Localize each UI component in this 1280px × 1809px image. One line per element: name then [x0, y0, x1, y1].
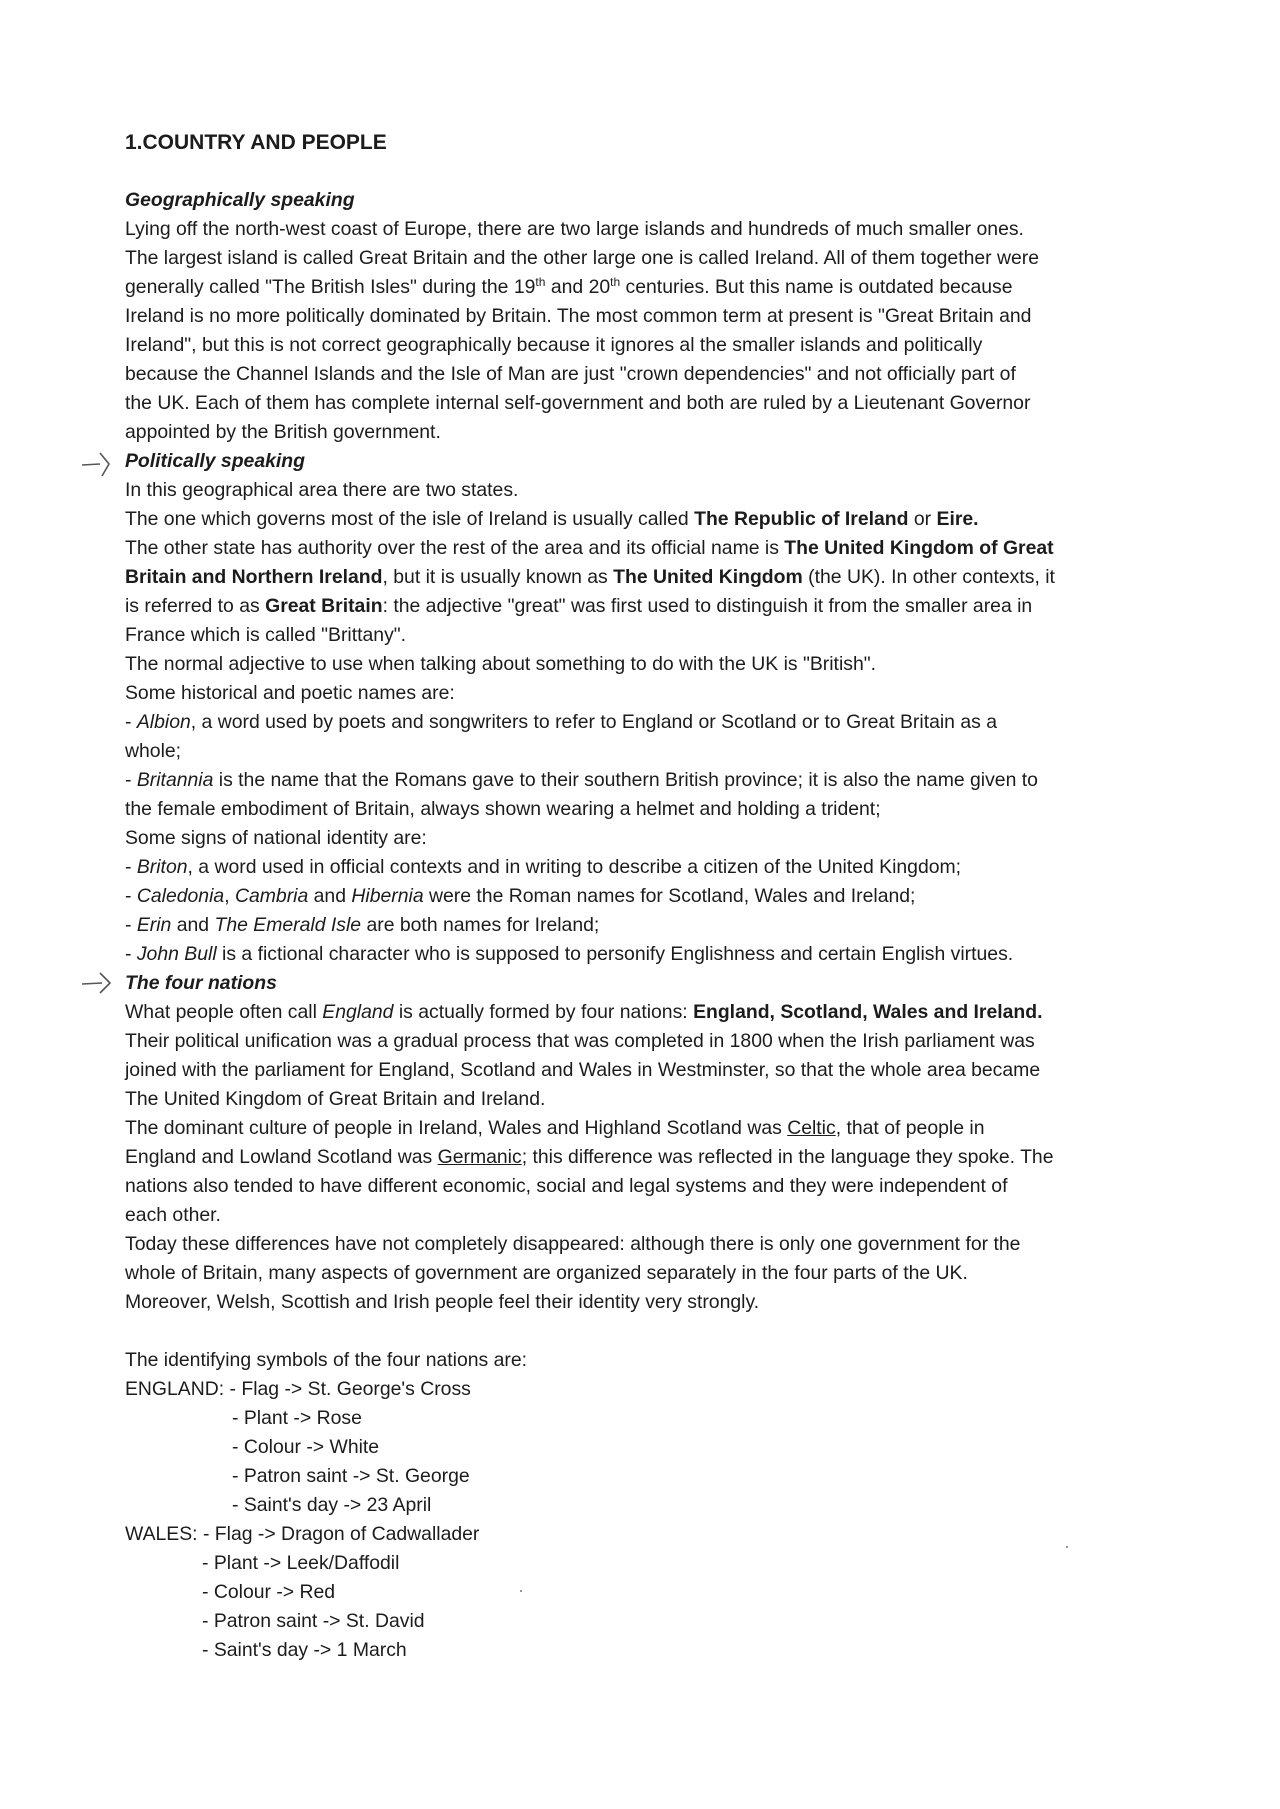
paragraph-line: whole of Britain, many aspects of government are organized separately in the four parts of the UK. — [125, 1262, 968, 1284]
bold-term: Britain and Northern Ireland — [125, 566, 383, 588]
text-run: - — [125, 943, 137, 965]
paragraph-line: appointed by the British government. — [125, 421, 441, 443]
underlined-term: Germanic — [437, 1146, 522, 1168]
list-item — [125, 766, 1185, 795]
england-symbol-item: - Patron saint -> St. George — [232, 1465, 470, 1487]
italic-term: Erin — [136, 914, 172, 936]
paragraph-line: Some historical and poetic names are: — [125, 682, 455, 704]
paragraph-line — [125, 998, 1185, 1027]
wales-symbol-item: - Plant -> Leek/Daffodil — [202, 1552, 400, 1574]
bold-term: The United Kingdom of Great — [784, 537, 1054, 559]
section-heading-politically: Politically speaking — [125, 450, 305, 472]
handwritten-arrow-icon — [80, 969, 112, 997]
paragraph-line: The United Kingdom of Great Britain and Ireland. — [125, 1088, 546, 1110]
paragraph-line: nations also tended to have different economic, social and legal systems and they were independent of — [125, 1175, 1008, 1197]
list-item — [125, 911, 1185, 940]
bold-term: England, Scotland, Wales and Ireland. — [693, 1001, 1043, 1023]
italic-term: John Bull — [136, 943, 217, 965]
list-item — [125, 853, 1185, 882]
paragraph-line — [125, 1114, 1185, 1143]
text-run: centuries. But this name is outdated because — [620, 276, 1013, 298]
list-item — [125, 708, 1185, 737]
paragraph-line: The normal adjective to use when talking about something to do with the UK is "British". — [125, 653, 876, 675]
paragraph-line: Today these differences have not completely disappeared: although there is only one government for the — [125, 1233, 1021, 1255]
wales-symbol-item: - Colour -> Red — [202, 1581, 336, 1603]
wales-symbol-item: - Patron saint -> St. David — [202, 1610, 425, 1632]
text-run: , that of people in — [835, 1117, 985, 1139]
paragraph-line — [125, 592, 1185, 621]
text-run: are both names for Ireland; — [361, 914, 600, 936]
bold-term: The Republic of Ireland — [694, 508, 909, 530]
text-run: , but it is usually known as — [382, 566, 614, 588]
paragraph-line: France which is called "Brittany". — [125, 624, 407, 646]
superscript: th — [535, 275, 546, 289]
paragraph-line: joined with the parliament for England, Scotland and Wales in Westminster, so that the whole area became — [125, 1059, 1041, 1081]
text-run: were the Roman names for Scotland, Wales and Ireland; — [423, 885, 916, 907]
section-heading-four-nations: The four nations — [125, 972, 277, 994]
paragraph-line — [125, 1143, 1185, 1172]
italic-term: Caledonia — [136, 885, 225, 907]
text-run: The dominant culture of people in Ireland, Wales and Highland Scotland was — [125, 1117, 788, 1139]
text-run: and — [171, 914, 215, 936]
england-symbol-item: - Colour -> White — [232, 1436, 380, 1458]
paragraph-line — [125, 505, 1185, 534]
text-run: England and Lowland Scotland was — [125, 1146, 438, 1168]
blank-line — [125, 1317, 1185, 1346]
text-run: - — [125, 769, 137, 791]
paragraph-line: Ireland", but this is not correct geographically because it ignores al the smaller islands and politically — [125, 334, 983, 356]
england-symbol-item: - Saint's day -> 23 April — [232, 1494, 432, 1516]
document-body — [125, 128, 1185, 1665]
italic-term: England — [322, 1001, 394, 1023]
paragraph-line: The largest island is called Great Britain and the other large one is called Ireland. All of them together were — [125, 247, 1040, 269]
paragraph-line: Moreover, Welsh, Scottish and Irish people feel their identity very strongly. — [125, 1291, 760, 1313]
text-run: or — [908, 508, 937, 530]
text-run: , a word used by poets and songwriters to refer to England or Scotland or to Great Britain as a — [190, 711, 997, 733]
italic-term: Britannia — [136, 769, 214, 791]
text-run: : the adjective "great" was first used to distinguish it from the smaller area in — [382, 595, 1033, 617]
text-run: and — [308, 885, 352, 907]
paragraph-line: Ireland is no more politically dominated by Britain. The most common term at present is "Great Britain and — [125, 305, 1032, 327]
list-item — [125, 882, 1185, 911]
superscript: th — [610, 275, 621, 289]
text-run: , — [224, 885, 235, 907]
list-item — [125, 940, 1185, 969]
paragraph-line: Some signs of national identity are: — [125, 827, 427, 849]
paragraph-line: the UK. Each of them has complete internal self-government and both are ruled by a Lieutenant Governor — [125, 392, 1031, 414]
paragraph-line: the female embodiment of Britain, always shown wearing a helmet and holding a trident; — [125, 798, 881, 820]
wales-symbol-item: - Saint's day -> 1 March — [202, 1639, 407, 1661]
paragraph-line: In this geographical area there are two states. — [125, 479, 519, 501]
handwritten-arrow-icon — [80, 451, 112, 479]
wales-flag-line: WALES: - Flag -> Dragon of Cadwallader — [125, 1523, 480, 1545]
text-run: The one which governs most of the isle of Ireland is usually called — [125, 508, 695, 530]
text-run: - — [125, 885, 137, 907]
italic-term: Hibernia — [351, 885, 424, 907]
text-run: is a fictional character who is supposed to personify Englishness and certain English virtues. — [216, 943, 1014, 965]
paragraph-line: Lying off the north-west coast of Europe, there are two large islands and hundreds of much smaller ones. — [125, 218, 1024, 240]
paragraph-line: whole; — [125, 740, 182, 762]
paragraph-line — [125, 563, 1185, 592]
underlined-term: Celtic — [787, 1117, 836, 1139]
italic-term: Cambria — [234, 885, 309, 907]
italic-term: The Emerald Isle — [214, 914, 362, 936]
text-run: generally called "The British Isles" during the 19 — [125, 276, 536, 298]
italic-term: Briton — [136, 856, 188, 878]
bold-term: The United Kingdom — [613, 566, 803, 588]
paragraph-line — [125, 534, 1185, 563]
italic-term: Albion — [136, 711, 191, 733]
paragraph-line: Their political unification was a gradual process that was completed in 1800 when the Irish parliament was — [125, 1030, 1035, 1052]
text-run: is actually formed by four nations: — [393, 1001, 694, 1023]
text-run: and 20 — [545, 276, 611, 298]
england-flag-line: ENGLAND: - Flag -> St. George's Cross — [125, 1378, 471, 1400]
text-run: ; this difference was reflected in the language they spoke. The — [521, 1146, 1054, 1168]
text-run: , a word used in official contexts and in writing to describe a citizen of the United Kingdom; — [187, 856, 962, 878]
text-run: is referred to as — [125, 595, 266, 617]
paragraph-line — [125, 273, 1185, 302]
text-run: - — [125, 856, 137, 878]
text-run: - — [125, 711, 137, 733]
text-run: The other state has authority over the rest of the area and its official name is — [125, 537, 785, 559]
bold-term: Eire. — [936, 508, 979, 530]
england-symbol-item: - Plant -> Rose — [232, 1407, 362, 1429]
text-run: is the name that the Romans gave to their southern British province; it is also the name given to — [213, 769, 1038, 791]
text-run: What people often call — [125, 1001, 323, 1023]
page-title: 1.COUNTRY AND PEOPLE — [125, 131, 387, 154]
paragraph-line: because the Channel Islands and the Isle of Man are just "crown dependencies" and not officially part of — [125, 363, 1016, 385]
section-heading-geographically: Geographically speaking — [125, 189, 355, 211]
text-run: (the UK). In other contexts, it — [802, 566, 1055, 588]
paragraph-line: each other. — [125, 1204, 221, 1226]
bold-term: Great Britain — [265, 595, 383, 617]
symbols-intro: The identifying symbols of the four nations are: — [125, 1349, 528, 1371]
text-run: - — [125, 914, 137, 936]
